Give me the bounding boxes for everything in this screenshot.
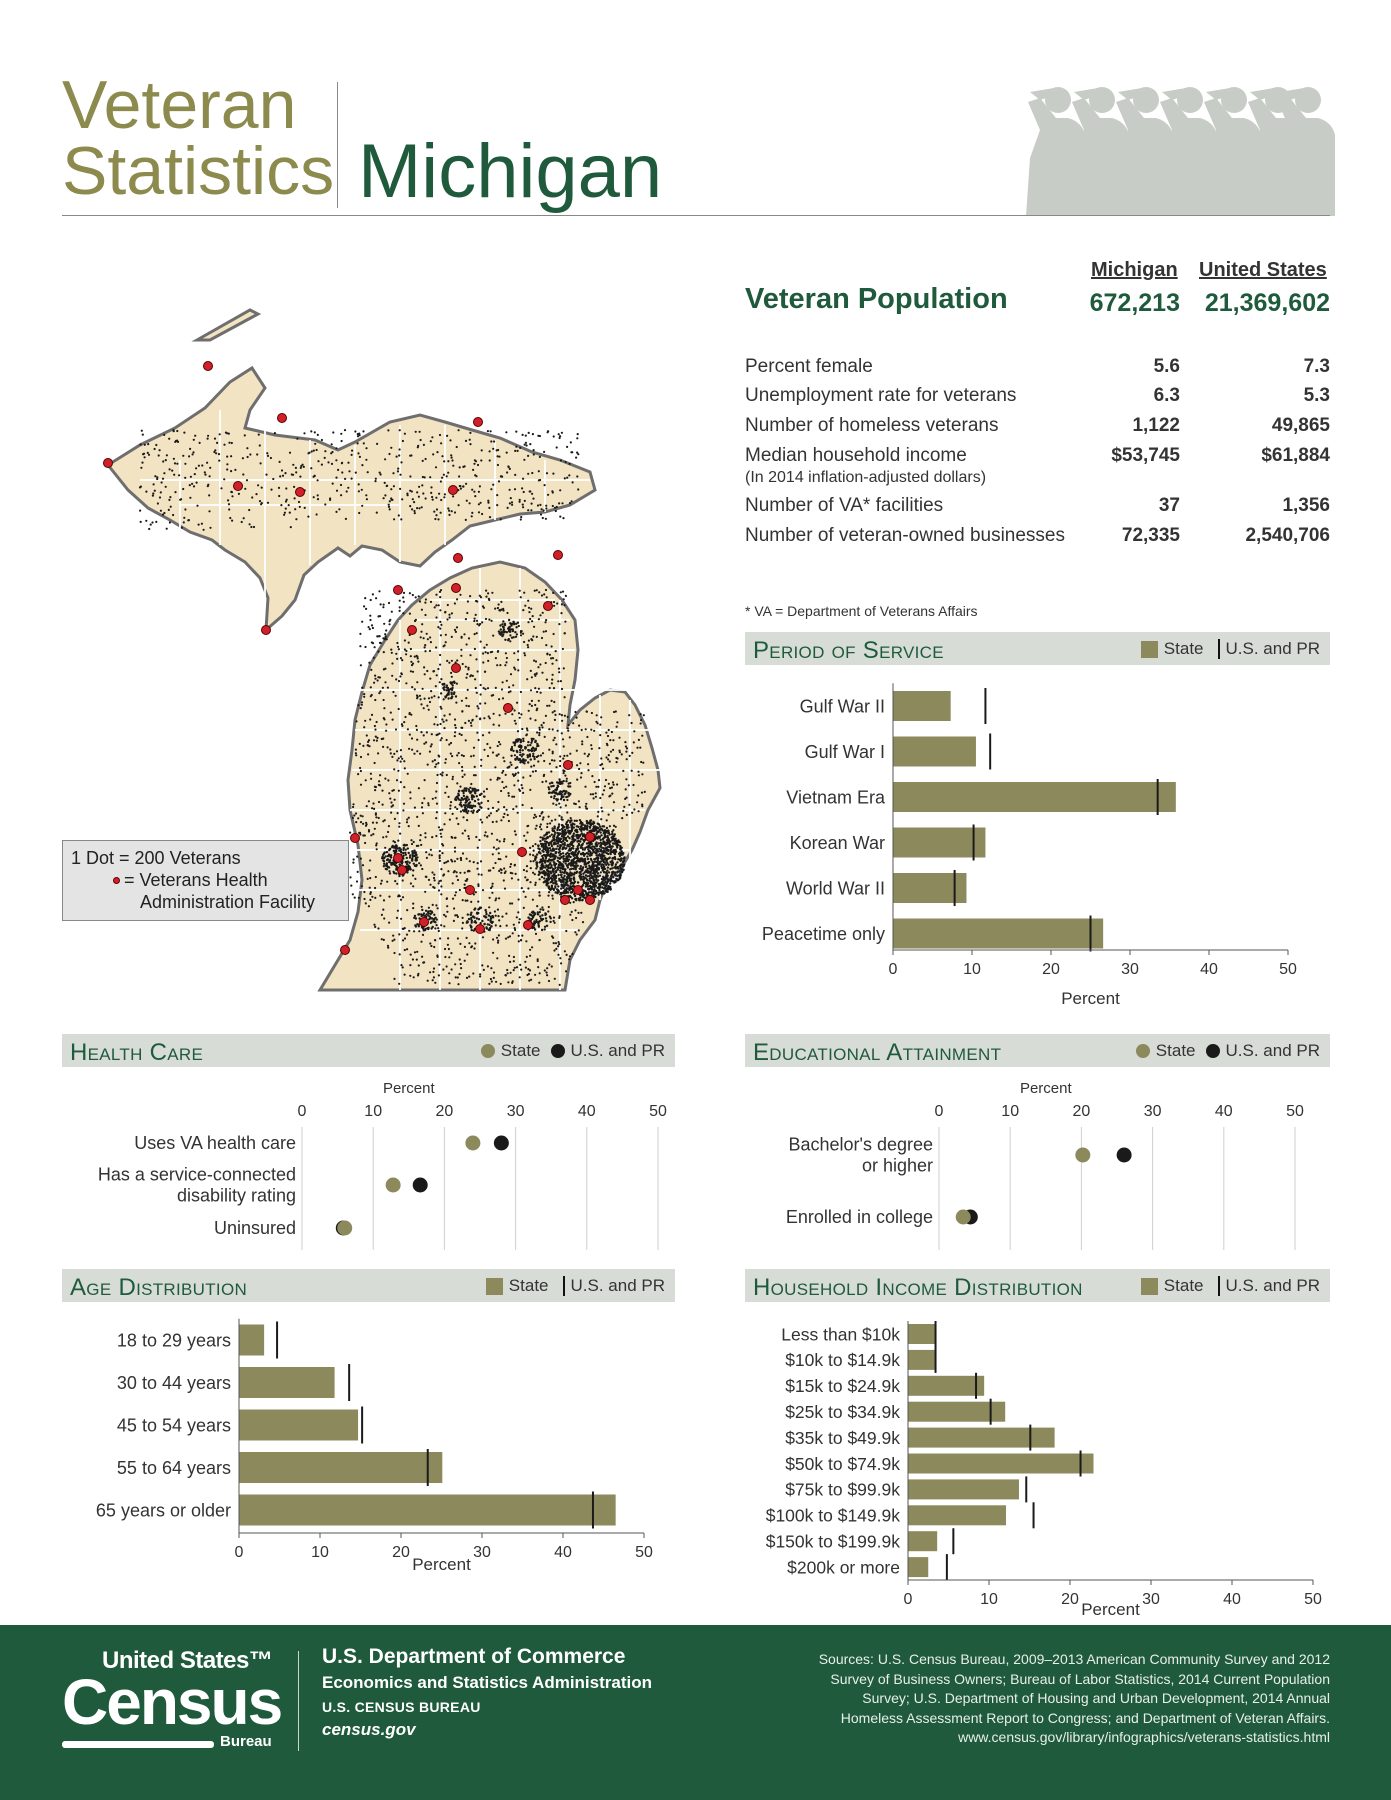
stat-state-value: 72,335 — [1121, 525, 1180, 546]
us-dot-swatch — [1206, 1044, 1220, 1058]
x-tick-label: 30 — [473, 1544, 491, 1561]
category-label: $25k to $34.9k — [785, 1402, 900, 1422]
column-header-state: Michigan — [1091, 259, 1178, 281]
x-tick-label: 40 — [554, 1544, 572, 1561]
x-tick-label: 10 — [311, 1544, 329, 1561]
category-label: 30 to 44 years — [116, 1372, 231, 1393]
dept-commerce: U.S. Department of Commerce — [322, 1645, 626, 1668]
state-bar — [239, 1367, 335, 1398]
health-care-header — [62, 1034, 675, 1067]
title-line-statistics: Statistics — [62, 133, 335, 209]
x-tick-label: 20 — [1061, 1591, 1079, 1608]
x-axis-label: Percent — [1019, 1080, 1072, 1097]
sources-url[interactable]: www.census.gov/library/infographics/veterans-statistics.html — [958, 1729, 1330, 1745]
x-tick-label: 40 — [1200, 961, 1218, 978]
category-label: disability rating — [176, 1185, 296, 1206]
logo-underline — [62, 1741, 214, 1748]
saluting-soldiers-icon — [1010, 78, 1335, 216]
state-bar — [239, 1410, 358, 1441]
department-block — [322, 1645, 652, 1740]
x-tick-label: 0 — [888, 961, 898, 978]
state-bar — [893, 919, 1103, 949]
category-label: Vietnam Era — [786, 787, 885, 808]
health-care-chart — [62, 1072, 675, 1250]
stat-state-value: $53,745 — [1111, 445, 1180, 466]
sources-block — [700, 1650, 1330, 1748]
category-label: $150k to $199.9k — [765, 1531, 900, 1552]
period-of-service-header — [745, 632, 1330, 665]
state-swatch — [1141, 1278, 1158, 1295]
legend-state-label: State — [1155, 1041, 1196, 1060]
state-dot — [386, 1178, 401, 1193]
category-label: $200k or more — [787, 1557, 900, 1578]
state-swatch — [1141, 641, 1158, 658]
stat-label: Median household income — [745, 445, 967, 466]
category-label: Less than $10k — [781, 1324, 900, 1345]
state-bar — [239, 1495, 616, 1526]
census-gov-link[interactable]: census.gov — [322, 1720, 416, 1739]
x-tick-label: 10 — [364, 1103, 383, 1120]
stat-state-value: 1,122 — [1132, 415, 1180, 436]
category-label: $10k to $14.9k — [785, 1350, 900, 1371]
x-tick-label: 40 — [1223, 1591, 1241, 1608]
legend-us-label: U.S. and PR — [1225, 639, 1320, 658]
legend-state-label: State — [1163, 1276, 1204, 1295]
legend-us-label: U.S. and PR — [1225, 1276, 1320, 1295]
state-bar — [908, 1531, 937, 1551]
stat-us-value: 5.3 — [1303, 385, 1330, 406]
legend-state-label: State — [1163, 639, 1204, 658]
us-marker-swatch — [1218, 1276, 1220, 1296]
category-label: 65 years or older — [95, 1500, 231, 1521]
x-axis-label: Percent — [1081, 1600, 1140, 1619]
age-distribution-title: Age Distribution — [70, 1274, 248, 1301]
category-label: 18 to 29 years — [116, 1330, 231, 1351]
category-label: Bachelor's degree — [788, 1134, 933, 1155]
x-axis-label: Percent — [382, 1080, 435, 1097]
x-tick-label: 50 — [1279, 961, 1297, 978]
stat-us-value: 2,540,706 — [1245, 525, 1330, 546]
category-label: Peacetime only — [761, 923, 885, 944]
state-bar — [893, 737, 976, 767]
stat-us-value: 49,865 — [1271, 415, 1330, 436]
state-bar — [908, 1428, 1055, 1448]
footer-divider — [298, 1651, 299, 1751]
us-dot — [1117, 1148, 1132, 1163]
sources-line: Survey; U.S. Department of Housing and Urban Development, 2014 Annual — [862, 1690, 1330, 1706]
header-rule — [62, 215, 1330, 216]
state-bar — [908, 1557, 928, 1577]
x-tick-label: 20 — [1042, 961, 1060, 978]
stat-state-value: 5.6 — [1153, 356, 1180, 377]
x-tick-label: 30 — [1143, 1103, 1162, 1120]
logo-bureau: Bureau — [220, 1733, 272, 1750]
sources-line: Sources: U.S. Census Bureau, 2009–2013 American Community Survey and 2012 — [818, 1651, 1330, 1667]
stat-label: Number of veteran-owned businesses — [745, 525, 1066, 546]
category-label: or higher — [861, 1155, 933, 1176]
x-tick-label: 10 — [963, 961, 981, 978]
stat-us-value: 7.3 — [1303, 356, 1330, 377]
category-label: $15k to $24.9k — [785, 1376, 900, 1397]
household-income-chart — [735, 1310, 1340, 1620]
x-tick-label: 0 — [934, 1103, 944, 1120]
health-legend — [481, 1041, 665, 1061]
health-care-title: Health Care — [70, 1039, 204, 1066]
map-legend — [62, 840, 349, 921]
category-label: $50k to $74.9k — [785, 1453, 900, 1474]
x-tick-label: 50 — [1304, 1591, 1322, 1608]
stat-label: Number of homeless veterans — [745, 415, 999, 436]
category-label: Gulf War I — [804, 741, 885, 762]
stat-sublabel: (In 2014 inflation-adjusted dollars) — [745, 469, 987, 486]
state-bar — [239, 1325, 264, 1356]
us-dot-swatch — [551, 1044, 565, 1058]
legend-us-label: U.S. and PR — [1225, 1041, 1320, 1060]
age-distribution-chart — [62, 1310, 675, 1580]
x-tick-label: 40 — [577, 1103, 596, 1120]
state-bar — [893, 691, 951, 721]
state-bar — [908, 1505, 1006, 1525]
x-tick-label: 30 — [506, 1103, 525, 1120]
x-axis-label: Percent — [412, 1555, 471, 1574]
x-tick-label: 50 — [649, 1103, 667, 1120]
category-label: Has a service-connected — [97, 1164, 296, 1185]
state-bar — [908, 1324, 936, 1344]
education-header — [745, 1034, 1330, 1067]
x-tick-label: 0 — [234, 1544, 244, 1561]
state-dot — [465, 1136, 480, 1151]
state-dot — [337, 1221, 352, 1236]
age-distribution-header — [62, 1269, 675, 1302]
us-marker-swatch — [1218, 639, 1220, 659]
x-tick-label: 10 — [1001, 1103, 1020, 1120]
household-income-title: Household Income Distribution — [753, 1274, 1083, 1301]
logo-census: Census — [62, 1666, 282, 1738]
us-dot — [494, 1136, 509, 1151]
state-dot-swatch — [481, 1044, 495, 1058]
veteran-population-state: 672,213 — [1089, 289, 1180, 317]
x-tick-label: 20 — [435, 1103, 454, 1120]
x-tick-label: 30 — [1121, 961, 1139, 978]
x-tick-label: 0 — [297, 1103, 307, 1120]
period-of-service-title: Period of Service — [753, 637, 944, 664]
category-label: Uses VA health care — [134, 1133, 296, 1153]
state-bar — [893, 782, 1176, 812]
category-label: Enrolled in college — [785, 1207, 933, 1227]
state-bar — [908, 1376, 984, 1396]
us-marker-swatch — [563, 1276, 565, 1296]
state-bar — [239, 1452, 442, 1483]
veteran-population-label: Veteran Population — [745, 283, 1008, 315]
state-title: Michigan — [358, 129, 663, 214]
map-legend-dot-scale: 1 Dot = 200 Veterans — [71, 848, 241, 868]
stat-label: Number of VA* facilities — [745, 495, 944, 516]
household-income-header — [745, 1269, 1330, 1302]
x-tick-label: 0 — [903, 1591, 913, 1608]
x-tick-label: 50 — [635, 1544, 653, 1561]
x-tick-label: 20 — [392, 1544, 410, 1561]
x-axis-label: Percent — [1061, 989, 1120, 1008]
map-legend-facility: = Veterans Health — [124, 870, 268, 890]
logo-united-states: United States™ — [102, 1647, 273, 1674]
title-divider — [337, 82, 338, 208]
category-label: World War II — [785, 878, 885, 899]
state-dot — [956, 1210, 971, 1225]
stat-label: Percent female — [745, 356, 873, 377]
title-line-veteran: Veteran — [62, 67, 297, 143]
category-label: Gulf War II — [799, 696, 885, 717]
x-tick-label: 20 — [1072, 1103, 1091, 1120]
education-chart — [745, 1072, 1330, 1250]
category-label: 45 to 54 years — [116, 1415, 231, 1436]
dept-census-bureau: U.S. CENSUS BUREAU — [322, 1699, 481, 1715]
period-legend — [1141, 639, 1320, 659]
category-label: 55 to 64 years — [116, 1457, 231, 1478]
sources-line: Homeless Assessment Report to Congress; and Department of Veteran Affairs. — [840, 1709, 1330, 1726]
state-bar — [908, 1479, 1019, 1499]
state-bar — [908, 1454, 1093, 1474]
veteran-population-us: 21,369,602 — [1204, 289, 1330, 317]
legend-state-label: State — [500, 1041, 541, 1060]
title-veteran-statistics — [62, 67, 335, 209]
age-legend — [486, 1276, 665, 1296]
stat-us-value: 1,356 — [1282, 495, 1330, 516]
state-dot — [1075, 1148, 1090, 1163]
state-dot-swatch — [1136, 1044, 1150, 1058]
stat-state-value: 37 — [1158, 495, 1180, 516]
education-title: Educational Attainment — [753, 1039, 1002, 1066]
x-tick-label: 10 — [980, 1591, 998, 1608]
category-label: $75k to $99.9k — [785, 1479, 900, 1500]
state-bar — [908, 1350, 936, 1370]
sources-line: Survey of Business Owners; Bureau of Labor Statistics, 2014 Current Population — [830, 1670, 1330, 1687]
map-legend-facility-line2: Administration Facility — [140, 892, 316, 912]
category-label: Korean War — [789, 832, 885, 853]
va-footnote: * VA = Department of Veterans Affairs — [745, 603, 978, 619]
stat-us-value: $61,884 — [1261, 445, 1330, 466]
category-label: $35k to $49.9k — [785, 1427, 900, 1448]
x-tick-label: 50 — [1286, 1103, 1304, 1120]
period-of-service-chart — [735, 672, 1340, 1012]
category-label: $100k to $149.9k — [765, 1505, 900, 1526]
legend-state-label: State — [508, 1276, 549, 1295]
state-bar — [893, 828, 985, 858]
us-dot — [413, 1178, 428, 1193]
x-tick-label: 30 — [1142, 1591, 1160, 1608]
x-tick-label: 40 — [1214, 1103, 1233, 1120]
stat-state-value: 6.3 — [1153, 385, 1180, 406]
legend-us-label: U.S. and PR — [570, 1276, 665, 1295]
state-swatch — [486, 1278, 503, 1295]
dept-esa: Economics and Statistics Administration — [322, 1673, 652, 1692]
va-facility-marker-icon — [113, 877, 120, 884]
income-legend — [1141, 1276, 1320, 1296]
legend-us-label: U.S. and PR — [570, 1041, 665, 1060]
education-legend — [1136, 1041, 1320, 1061]
stat-label: Unemployment rate for veterans — [745, 385, 1017, 406]
category-label: Uninsured — [213, 1218, 296, 1238]
column-header-us: United States — [1199, 259, 1327, 281]
